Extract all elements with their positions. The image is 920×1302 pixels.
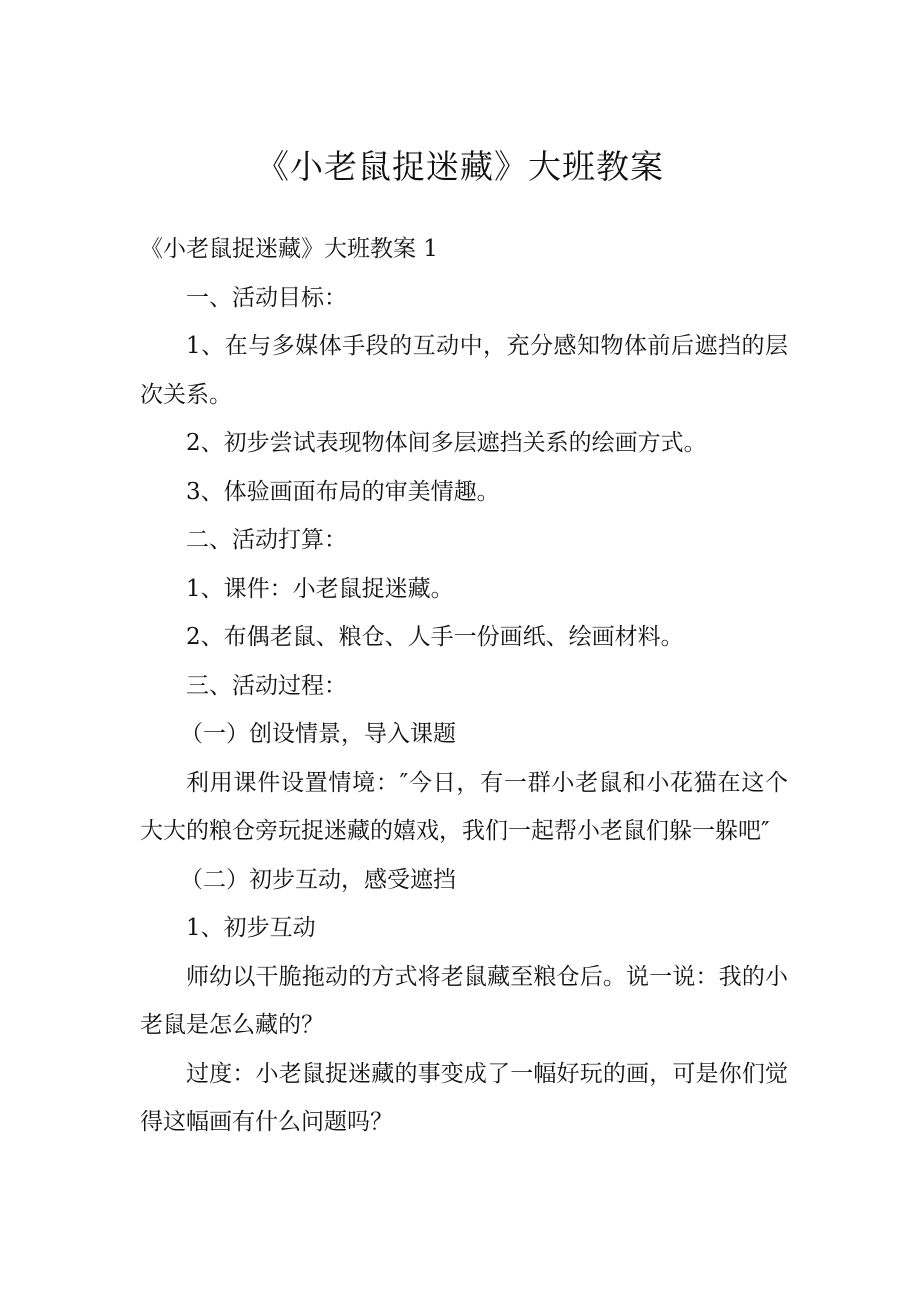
paragraph-objective-1: 1、在与多媒体手段的互动中，充分感知物体前后遮挡的层次关系。	[140, 333, 788, 408]
paragraph-interaction-heading: 1、初步互动	[186, 915, 316, 941]
paragraph-objective-2: 2、初步尝试表现物体间多层遮挡关系的绘画方式。	[186, 430, 707, 456]
paragraph-preparation-heading: 二、活动打算：	[186, 527, 347, 553]
paragraph-preparation-1: 1、课件：小老鼠捉迷藏。	[186, 575, 454, 602]
document-body	[140, 225, 788, 1147]
paragraph-process-step-1: （一）创设情景，导入课题	[180, 721, 456, 747]
section-heading: 《小老鼠捉迷藏》大班教案 1	[140, 236, 438, 262]
paragraph-process-step-2: （二）初步互动，感受遮挡	[180, 866, 456, 893]
paragraph-transition: 过度：小老鼠捉迷藏的事变成了一幅好玩的画，可是你们觉得这幅画有什么问题吗？	[140, 1060, 788, 1135]
paragraph-objective-3: 3、体验画面布局的审美情趣。	[186, 478, 500, 505]
paragraph-interaction: 师幼以干脆拖动的方式将老鼠藏至粮仓后。说一说：我的小老鼠是怎么藏的？	[140, 963, 788, 1038]
document-title: 《小老鼠捉迷藏》大班教案	[256, 147, 664, 186]
paragraph-context: 利用课件设置情境：″今日，有一群小老鼠和小花猫在这个大大的粮仓旁玩捉迷藏的嬉戏，我们一起帮小老鼠们躲一躲吧″	[140, 769, 788, 844]
paragraph-preparation-2: 2、布偶老鼠、粮仓、人手一份画纸、绘画材料。	[186, 624, 684, 650]
paragraph-process-heading: 三、活动过程：	[186, 672, 347, 699]
paragraph-objectives-heading: 一、活动目标：	[186, 284, 347, 311]
